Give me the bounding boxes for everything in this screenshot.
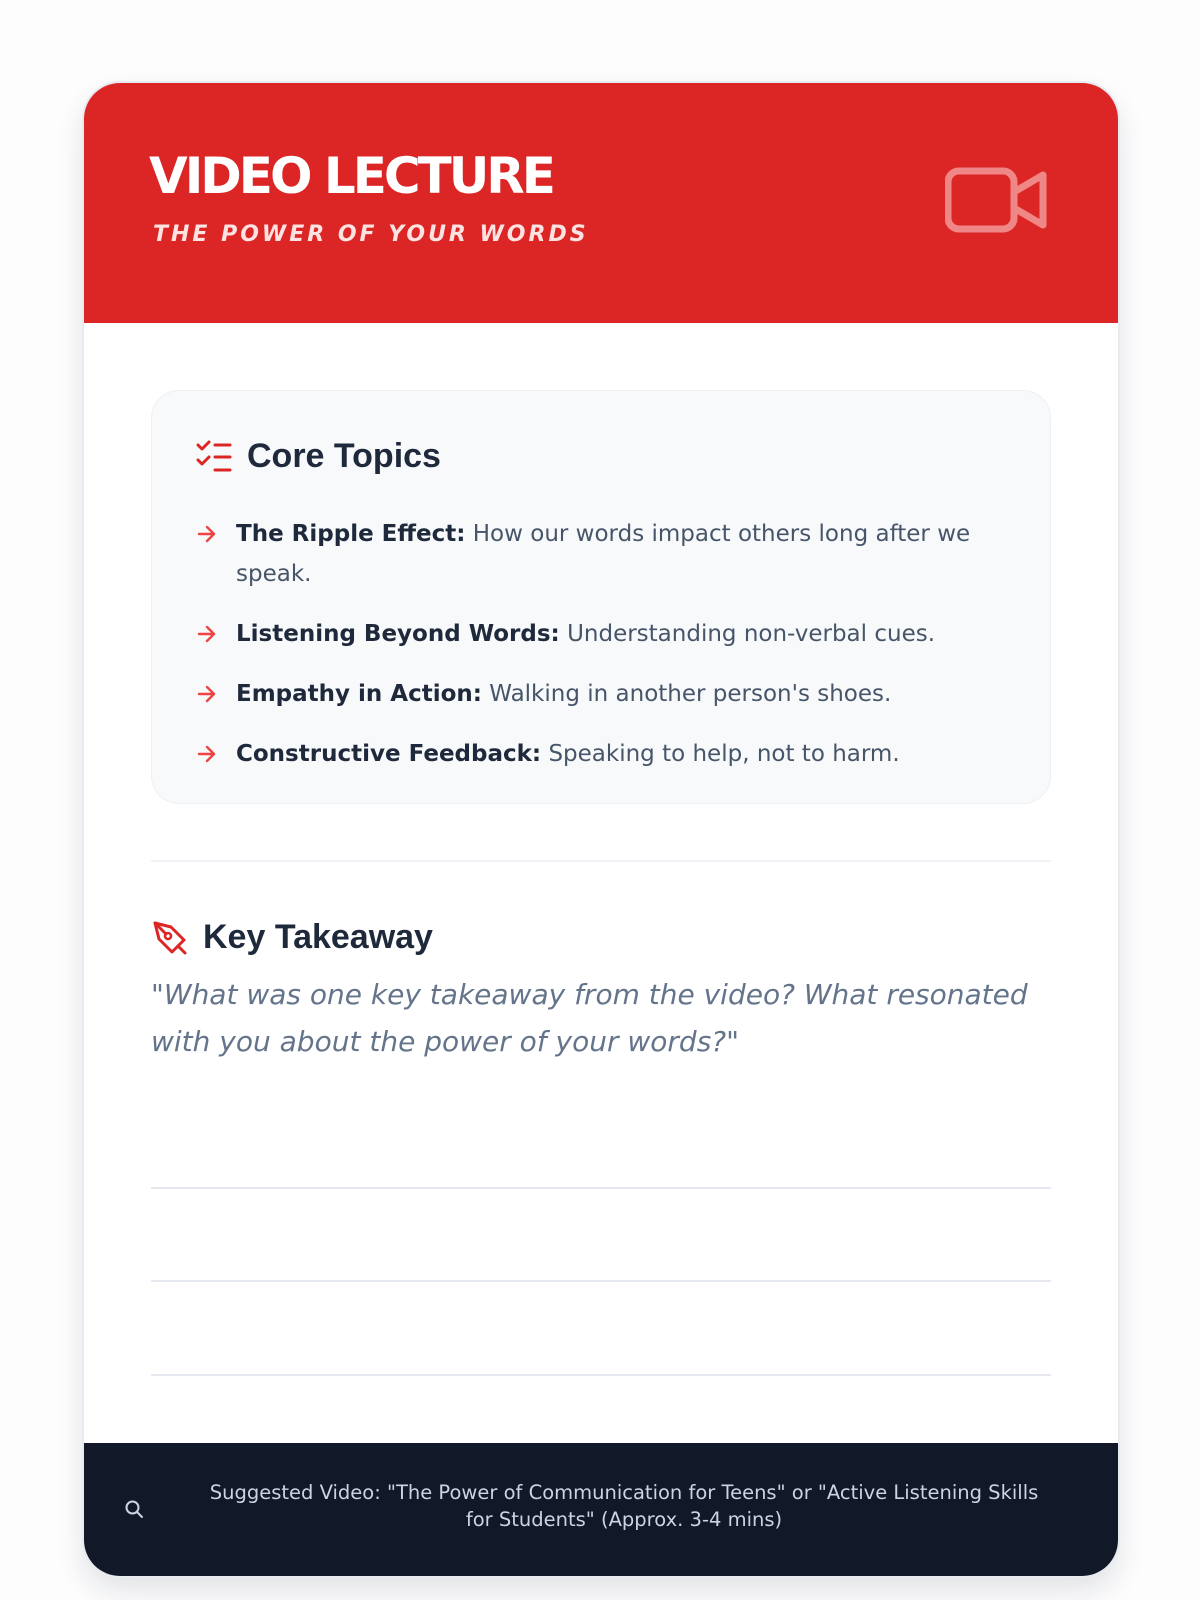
lecture-card — [84, 83, 1118, 1576]
footer-bar — [84, 1443, 1118, 1576]
topic-term: Empathy in Action: — [236, 681, 482, 707]
key-takeaway-title: Key Takeaway — [203, 918, 433, 956]
topic-description: Understanding non-verbal cues. — [567, 621, 936, 647]
section-divider — [151, 860, 1051, 862]
arrow-right-icon — [196, 744, 218, 764]
search-icon — [124, 1499, 144, 1519]
topic-item — [196, 614, 996, 654]
header-banner — [84, 83, 1118, 323]
topic-term: The Ripple Effect: — [236, 521, 466, 547]
topic-item — [196, 734, 996, 774]
arrow-right-icon — [196, 624, 218, 644]
topic-item — [196, 674, 996, 714]
writing-line — [151, 1280, 1051, 1282]
writing-line — [151, 1374, 1051, 1376]
key-takeaway-heading — [151, 918, 433, 957]
core-topics-heading — [196, 437, 441, 476]
topic-description: Speaking to help, not to harm. — [548, 741, 900, 767]
suggested-video-text: Suggested Video: "The Power of Communication for Teens" or "Active Listening Skills for Students" (Approx. 3-4 mins) — [209, 1481, 1039, 1531]
core-topics-title: Core Topics — [247, 437, 441, 475]
video-camera-icon — [945, 167, 1047, 233]
core-topics-panel — [151, 390, 1051, 804]
topic-term: Constructive Feedback: — [236, 741, 542, 767]
checklist-icon — [196, 440, 232, 474]
topic-description: How our words impact others long after we speak. — [236, 521, 971, 587]
reflection-prompt: "What was one key takeaway from the video? What resonated with you about the power of your words?" — [151, 978, 1028, 1058]
topic-description: Walking in another person's shoes. — [489, 681, 892, 707]
page-title: VIDEO LECTURE — [149, 147, 553, 205]
arrow-right-icon — [196, 684, 218, 704]
writing-line — [151, 1187, 1051, 1189]
arrow-right-icon — [196, 524, 218, 544]
topic-item — [196, 514, 996, 594]
pen-nib-icon — [151, 919, 189, 957]
page-subtitle: THE POWER OF YOUR WORDS — [153, 222, 589, 247]
topic-term: Listening Beyond Words: — [236, 621, 560, 647]
